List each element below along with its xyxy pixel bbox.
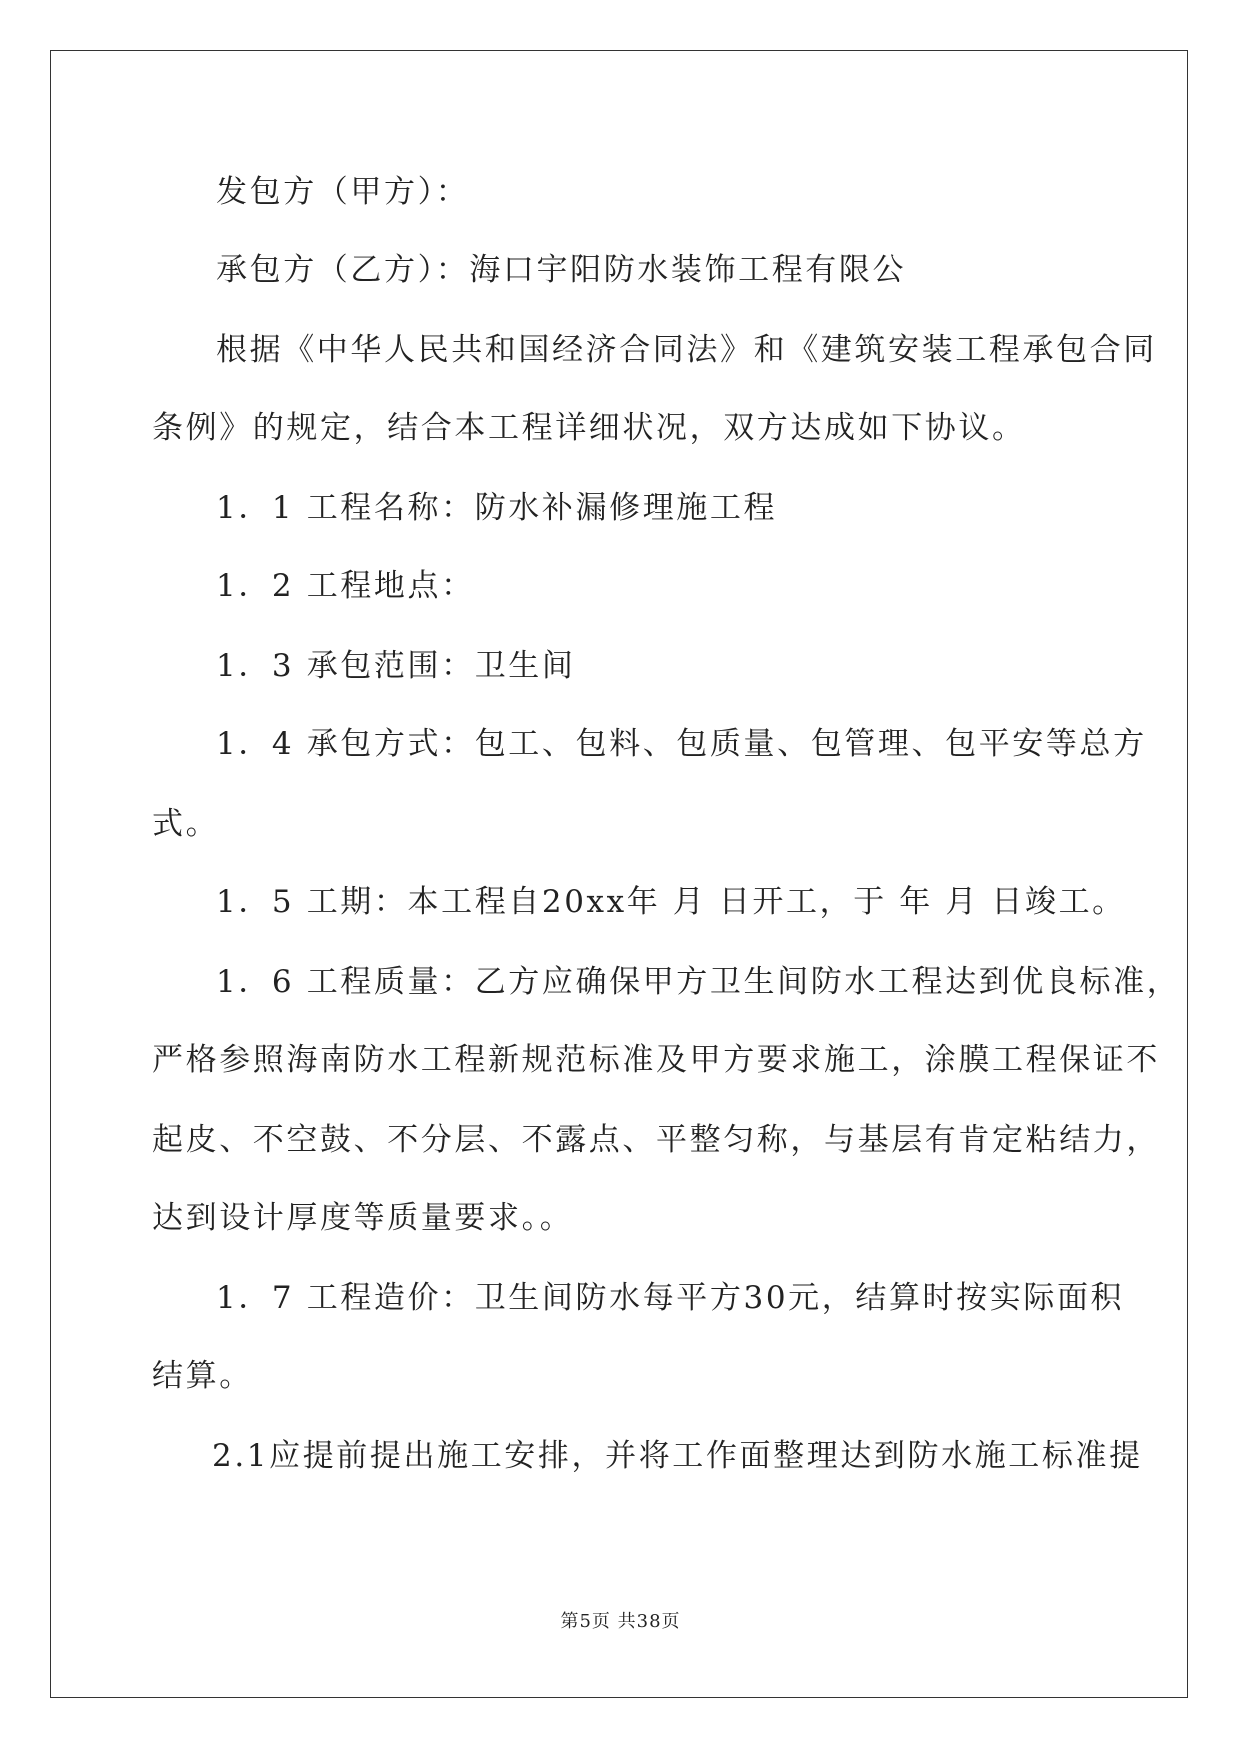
- clause-1-6-line-1: 1．6 工程质量：乙方应确保甲方卫生间防水工程达到优良标准，: [216, 964, 1181, 1000]
- clause-2-1-line-1: 2.1应提前提出施工安排，并将工作面整理达到防水施工标准提: [212, 1438, 1143, 1474]
- clause-1-6-line-4: 达到设计厚度等质量要求。。: [152, 1200, 574, 1236]
- clause-1-6-line-2: 严格参照海南防水工程新规范标准及甲方要求施工，涂膜工程保证不: [152, 1042, 1160, 1078]
- party-b-line: 承包方（乙方）：海口宇阳防水装饰工程有限公: [216, 252, 907, 288]
- clause-1-3: 1．3 承包范围：卫生间: [216, 648, 576, 684]
- clause-1-4-line-1: 1．4 承包方式：包工、包料、包质量、包管理、包平安等总方: [216, 726, 1147, 762]
- clause-1-7-line-1: 1．7 工程造价：卫生间防水每平方30元，结算时按实际面积: [216, 1280, 1125, 1316]
- clause-1-5: 1．5 工期：本工程自20xx年 月 日开工，于 年 月 日竣工。: [216, 884, 1126, 920]
- clause-1-7-line-2: 结算。: [152, 1358, 253, 1394]
- clause-1-6-line-3: 起皮、不空鼓、不分层、不露点、平整匀称，与基层有肯定粘结力，: [152, 1122, 1160, 1158]
- clause-1-4-line-2: 式。: [152, 806, 220, 842]
- page-number-footer: 第5页 共38页: [560, 1611, 681, 1632]
- basis-line-2: 条例》的规定，结合本工程详细状况，双方达成如下协议。: [152, 410, 1026, 446]
- clause-1-2: 1．2 工程地点：: [216, 568, 475, 604]
- clause-1-1: 1．1 工程名称：防水补漏修理施工程: [216, 490, 778, 526]
- basis-line-1: 根据《中华人民共和国经济合同法》和《建筑安装工程承包合同: [216, 332, 1157, 368]
- party-a-line: 发包方（甲方）：: [216, 174, 470, 210]
